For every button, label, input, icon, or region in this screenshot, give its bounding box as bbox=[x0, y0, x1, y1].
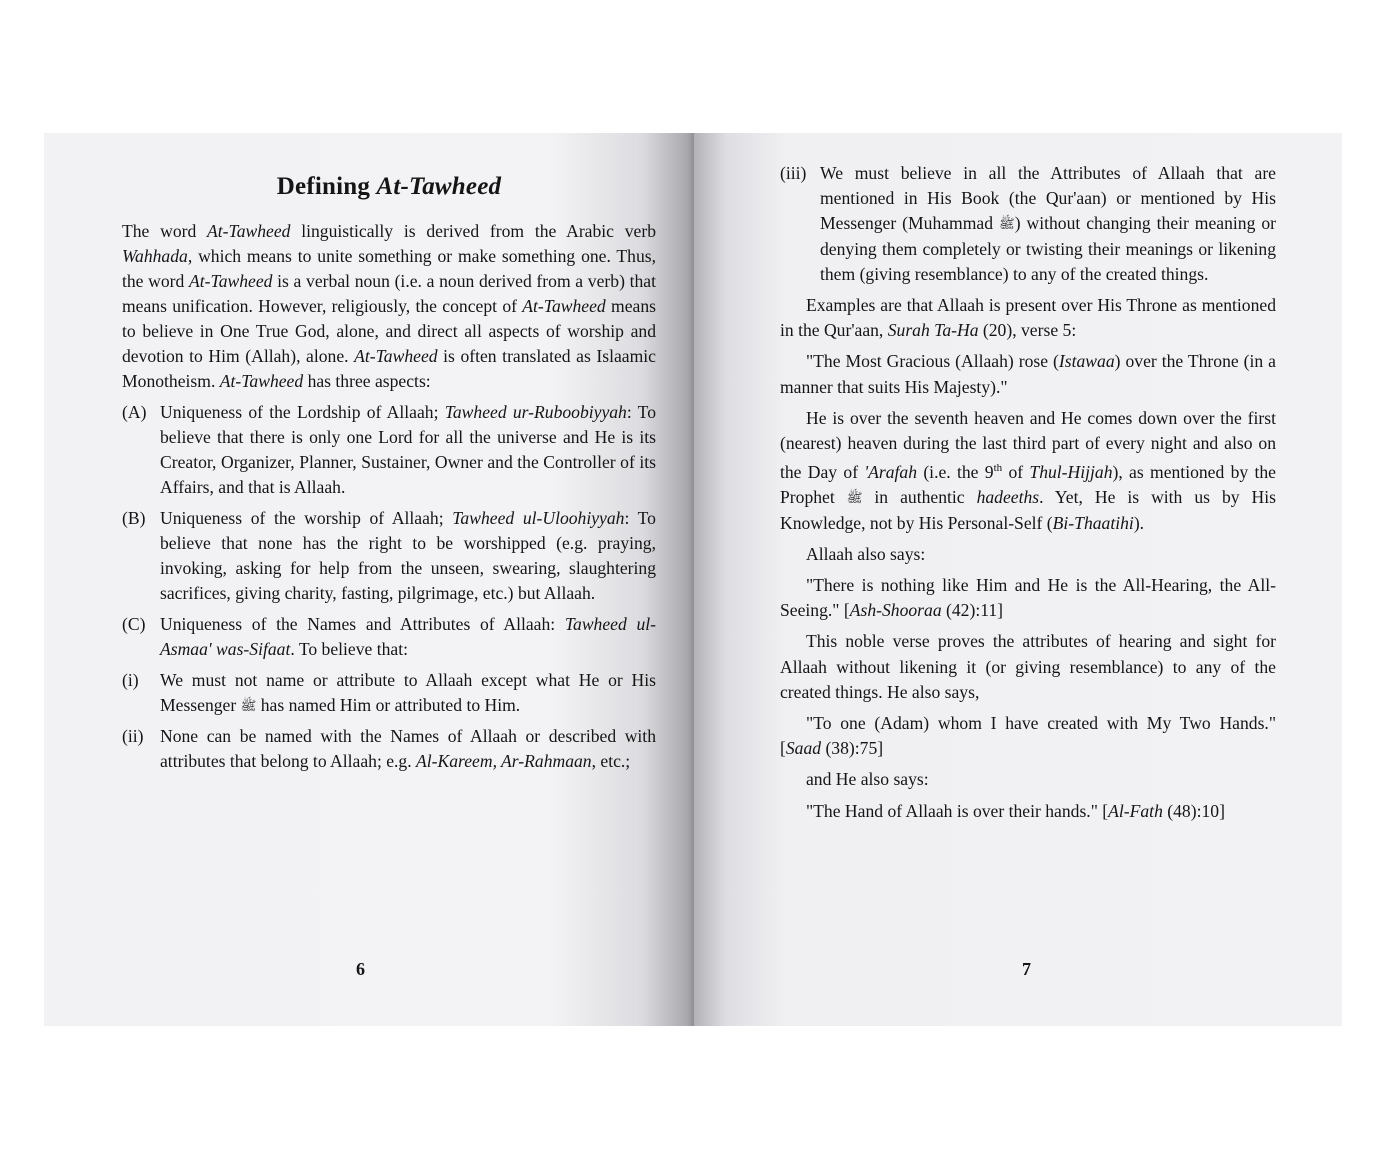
italic-term: Tawheed ur-Ruboobiyyah bbox=[444, 402, 627, 422]
text-run: . Yet, He is with us by His Knowledge, not by His Personal-Self ( bbox=[780, 487, 1276, 533]
list-item bbox=[122, 724, 656, 774]
item-marker: (i) bbox=[122, 670, 139, 690]
text-run: He is over the seventh heaven and He comes down over the first (nearest) heaven during the last third part of every night and also on the Day of bbox=[780, 407, 1276, 483]
text-run: ) over the Throne (in a manner that suits His Majesty)." bbox=[780, 351, 1276, 397]
item-marker: (iii) bbox=[780, 163, 807, 183]
text-run: and He also says: bbox=[806, 769, 929, 790]
page-number-left: 6 bbox=[356, 959, 365, 979]
item-marker: (ii) bbox=[122, 726, 144, 746]
list-item bbox=[122, 612, 656, 662]
text-run: "There is nothing like Him and He is the All-Hearing, the All-Seeing." [ bbox=[780, 575, 1276, 621]
item-text bbox=[160, 668, 656, 718]
italic-term: Saad bbox=[785, 738, 822, 759]
right-paragraphs bbox=[780, 293, 1276, 824]
italic-term: Al-Fath bbox=[1108, 800, 1163, 821]
text-run: "The Hand of Allaah is over their hands." [ bbox=[806, 800, 1109, 821]
text-run: Examples are that Allaah is present over His Throne as mentioned in the Qur'aan, bbox=[780, 295, 1276, 341]
text-run: has three aspects: bbox=[303, 371, 431, 391]
text-run: , which means to unite something or make something one. Thus, the word bbox=[122, 246, 656, 291]
text-run: ). bbox=[1133, 512, 1145, 533]
italic-term: At-Tawheed bbox=[219, 371, 304, 391]
italic-term: 'Arafah bbox=[864, 462, 918, 483]
item-marker: (B) bbox=[122, 508, 146, 528]
item-text bbox=[820, 161, 1276, 287]
body-paragraph bbox=[780, 629, 1276, 705]
text-run: (48):10] bbox=[1162, 800, 1225, 821]
page-number-right: 7 bbox=[1022, 959, 1031, 979]
text-run: (38):75] bbox=[821, 738, 884, 759]
italic-term: Al-Kareem, Ar-Rahmaan bbox=[416, 751, 592, 771]
text-run: ), as mentioned by the Prophet bbox=[780, 462, 1276, 508]
text-run: Uniqueness of the Names and Attributes of Allaah: bbox=[160, 614, 565, 634]
body-paragraph bbox=[780, 349, 1276, 399]
italic-term: hadeeths bbox=[976, 487, 1040, 508]
text-run: has named Him or attributed to Him. bbox=[256, 695, 521, 715]
italic-term: Wahhada bbox=[122, 246, 188, 266]
body-paragraph bbox=[780, 293, 1276, 343]
italic-term: At-Tawheed bbox=[189, 271, 273, 291]
italic-term: At-Tawheed bbox=[522, 296, 606, 316]
text-run: We must not name or attribute to Allaah except what He or His Messenger bbox=[160, 670, 656, 715]
item-text bbox=[160, 506, 656, 606]
text-run: , etc.; bbox=[591, 751, 631, 771]
italic-term: Bi-Thaatihi bbox=[1052, 512, 1134, 533]
item-text bbox=[160, 400, 656, 500]
text-run: linguistically is derived from the Arabic verb bbox=[290, 221, 657, 241]
intro-paragraph bbox=[122, 219, 656, 394]
text-run: . To believe that: bbox=[290, 639, 409, 659]
salutation-glyph: ﷺ bbox=[240, 698, 257, 713]
text-run: (i.e. the 9 bbox=[917, 462, 994, 483]
page-heading bbox=[122, 173, 656, 201]
text-run: We must believe in all the Attributes of Allaah that are mentioned in His Book (the Qur'aan) or mentioned by His Messenger (Muhammad bbox=[820, 163, 1276, 234]
text-run: in authentic bbox=[862, 487, 977, 508]
heading-italic: At-Tawheed bbox=[376, 173, 502, 200]
text-run: ) without changing their meaning or denying them completely or twisting their meanings or likening them (giving resemblance) to any of the created things. bbox=[820, 213, 1276, 284]
text-run: Uniqueness of the worship of Allaah; bbox=[160, 508, 453, 528]
item-marker: (A) bbox=[122, 402, 147, 422]
body-paragraph bbox=[780, 767, 1276, 792]
text-run: None can be named with the Names of Allaah or described with attributes that belong to Allaah; e.g. bbox=[160, 726, 656, 771]
list-item bbox=[780, 161, 1276, 287]
ordinal-suffix: th bbox=[993, 462, 1003, 475]
heading-plain: Defining bbox=[276, 173, 377, 200]
italic-term: At-Tawheed bbox=[207, 221, 291, 241]
italic-term: Tawheed ul-Uloohiyyah bbox=[452, 508, 625, 528]
italic-term: Thul-Hijjah bbox=[1029, 462, 1113, 483]
list-item bbox=[122, 400, 656, 500]
text-run: Uniqueness of the Lordship of Allaah; bbox=[160, 402, 445, 422]
salutation-glyph: ﷺ bbox=[846, 490, 863, 506]
left-page bbox=[44, 133, 694, 1026]
text-run: is often translated as Islaamic Monotheism. bbox=[122, 346, 656, 391]
body-paragraph bbox=[780, 406, 1276, 536]
italic-term: Ash-Shooraa bbox=[849, 600, 942, 621]
list-item bbox=[122, 668, 656, 718]
book-spread bbox=[44, 133, 1342, 1026]
italic-term: Istawaa bbox=[1058, 351, 1115, 372]
right-body bbox=[780, 161, 1276, 824]
body-paragraph bbox=[780, 542, 1276, 567]
text-run: is a verbal noun (i.e. a noun derived from a verb) that means unification. However, religiously, the concept of bbox=[122, 271, 656, 316]
item-text bbox=[160, 612, 656, 662]
text-run: (42):11] bbox=[941, 600, 1004, 621]
body-paragraph bbox=[780, 799, 1276, 824]
text-run: This noble verse proves the attributes of hearing and sight for Allaah without likening it (or giving resemblance) to any of the created things. He also says, bbox=[780, 631, 1276, 702]
italic-term: Tawheed ul-Asmaa' was-Sifaat bbox=[160, 614, 657, 659]
text-run: : To believe that none has the right to be worshipped (e.g. praying, invoking, asking for help from the unseen, swearing, slaughtering sacrifices, giving charity, fasting, pilgrimage, etc.) but Allaah. bbox=[160, 508, 656, 603]
text-run: : To believe that there is only one Lord for all the universe and He is its Creator, Organizer, Planner, Sustainer, Owner and the Controller of its Affairs, and that is Allaah. bbox=[160, 402, 656, 497]
left-body bbox=[122, 219, 656, 774]
salutation-glyph: ﷺ bbox=[998, 216, 1015, 232]
text-run: Allaah also says: bbox=[806, 543, 926, 564]
text-run: (20), verse 5: bbox=[978, 320, 1077, 341]
aspect-list bbox=[122, 400, 656, 774]
text-run: of bbox=[1002, 462, 1030, 483]
text-run: "To one (Adam) whom I have created with My Two Hands." [ bbox=[780, 713, 1276, 759]
body-paragraph bbox=[780, 573, 1276, 623]
text-run: means to believe in One True God, alone, and direct all aspects of worship and devotion to Him (Allah), alone. bbox=[122, 296, 656, 366]
right-page bbox=[694, 133, 1342, 1026]
text-run: "The Most Gracious (Allaah) rose ( bbox=[806, 351, 1059, 372]
italic-term: Surah Ta-Ha bbox=[887, 320, 979, 341]
item-text bbox=[160, 724, 656, 774]
text-run: The word bbox=[122, 221, 208, 241]
body-paragraph bbox=[780, 711, 1276, 761]
italic-term: At-Tawheed bbox=[354, 346, 438, 366]
item-marker: (C) bbox=[122, 614, 146, 634]
list-item bbox=[122, 506, 656, 606]
